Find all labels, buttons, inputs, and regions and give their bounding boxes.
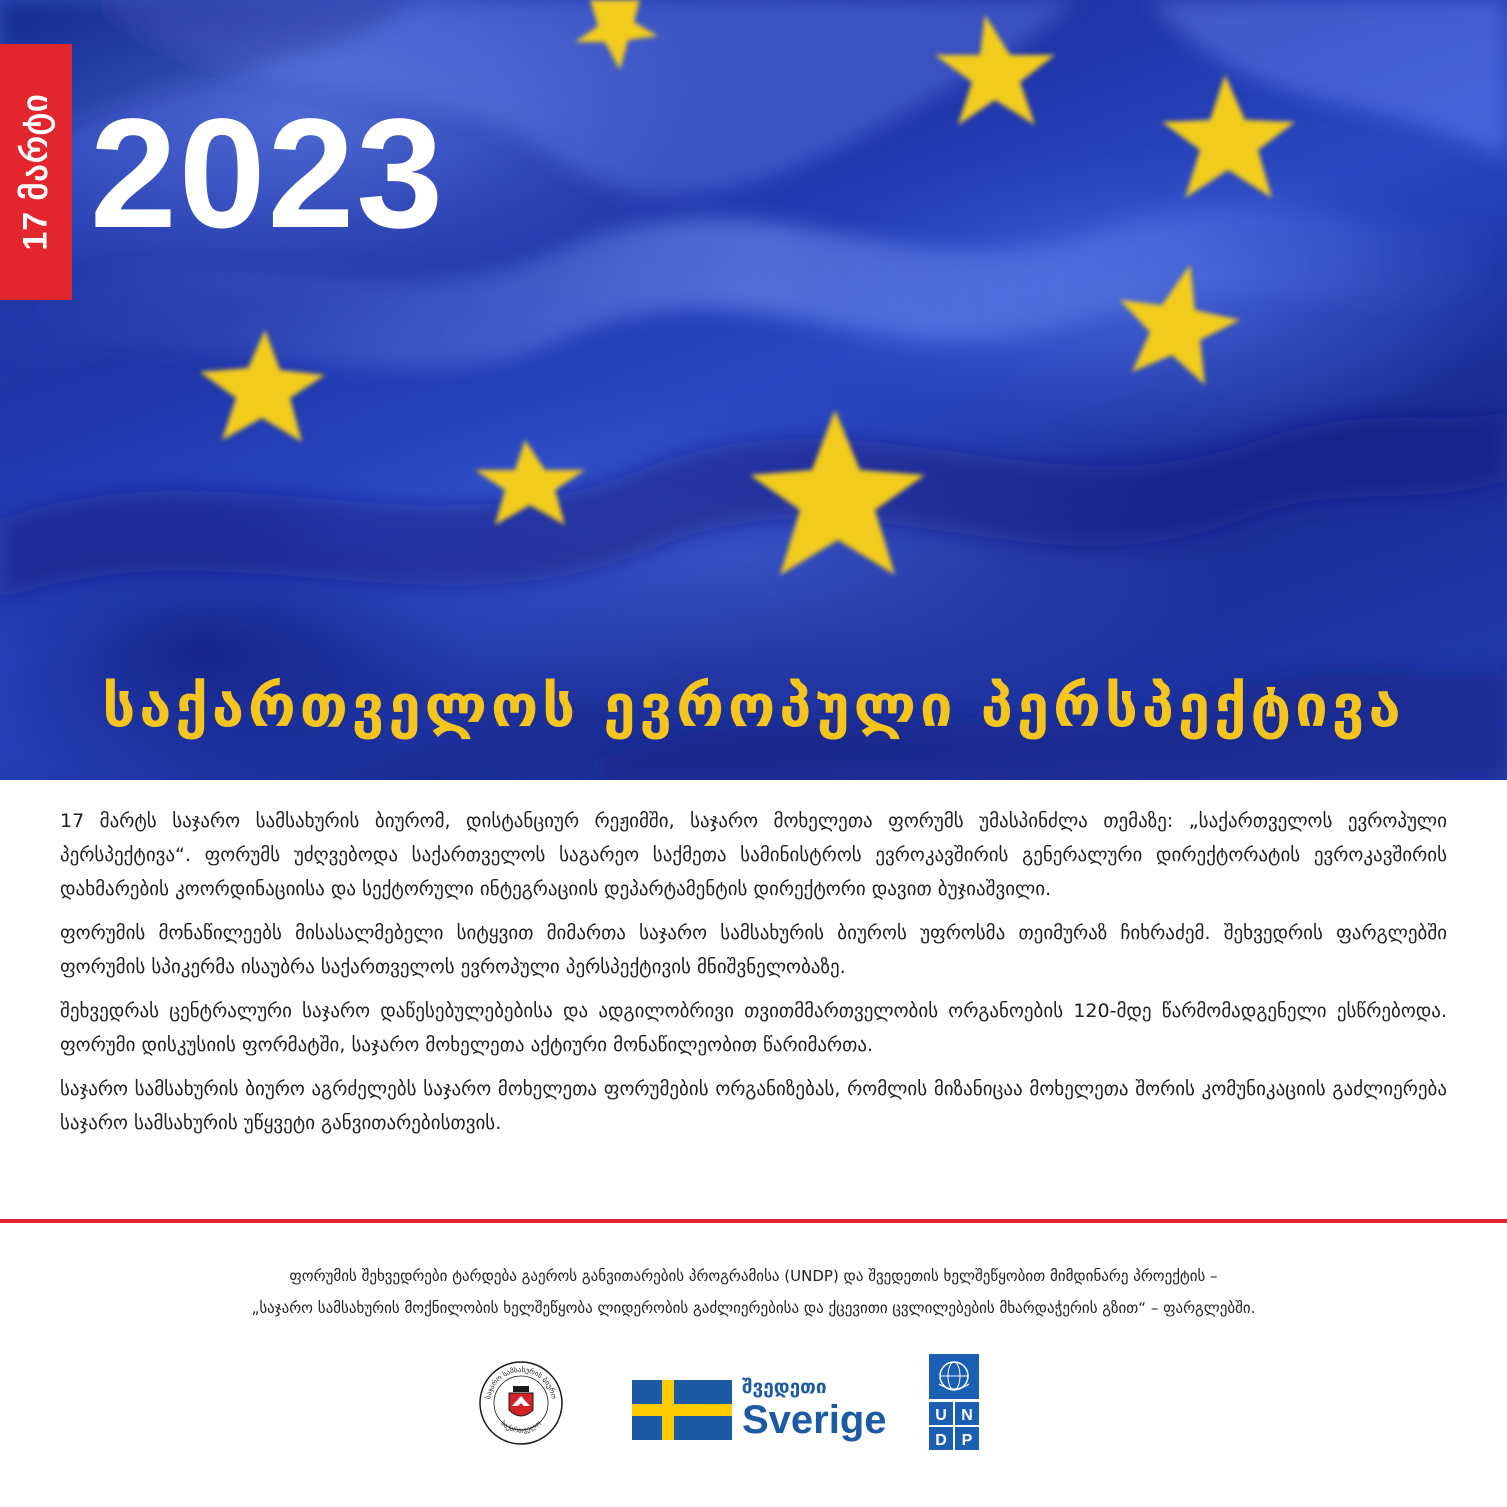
sweden-flag-icon xyxy=(632,1380,732,1440)
page-title: საქართველოს ევროპული პერსპექტივა xyxy=(102,672,1405,740)
paragraph: 17 მარტს საჯარო სამსახურის ბიურომ, დისტანციურ რეჟიმში, საჯარო მოხელეთა ფორუმს უმასპინძლა თემაზე: „საქართველოს ევროპული პერსპექტივა“. ფორუმს უძღვებოდა საქართველოს საგარეო საქმეთა სამინისტროს ევროკავშირის გენერალური დირექტორატის ევროკავშირის დახმარების კოორდინაციისა და სექტორული ინტეგრაციის დეპარტამენტის დირექტორი დავით ბუჯიაშვილი. xyxy=(60,810,1447,900)
svg-text:D: D xyxy=(935,1432,947,1449)
undp-logo xyxy=(929,1354,979,1450)
civil-service-bureau-logo xyxy=(478,1360,564,1446)
article-body xyxy=(60,804,1447,1150)
svg-text:N: N xyxy=(961,1407,973,1424)
footnote xyxy=(60,1260,1447,1324)
svg-text:P: P xyxy=(961,1432,973,1449)
sweden-logo-text xyxy=(742,1376,887,1442)
footnote-line: ფორუმის შეხვედრები ტარდება გაეროს განვითარების პროგრამისა (UNDP) და შვედეთის ხელშეწყობით მიმდინარე პროექტის – xyxy=(289,1267,1218,1285)
date-tab xyxy=(0,44,72,300)
sweden-georgian-label: შვედეთი xyxy=(742,1376,827,1398)
paragraph: შეხვედრას ცენტრალური საჯარო დაწესებულებებისა და ადგილობრივი თვითმმართველობის ორგანოების 120-მდე წარმომადგენელი ესწრებოდა. ფორუმი დისკუსიის ფორმატში, საჯარო მოხელეთა აქტიური მონაწილეობით წარიმართა. xyxy=(60,1000,1447,1056)
paragraph: საჯარო სამსახურის ბიურო აგრძელებს საჯარო მოხელეთა ფორუმების ორგანიზებას, რომლის მიზანიცაა მოხელეთა შორის კომუნიკაციის გაძლიერება საჯარო სამსახურის უწყვეტი განვითარებისთვის. xyxy=(60,1078,1447,1134)
footnote-line: „საჯარო სამსახურის მოქნილობის ხელშეწყობა ლიდერობის გაძლიერებისა და ქცევითი ცვლილებების მხარდაჭერის გზით“ – ფარგლებში. xyxy=(251,1299,1256,1317)
sweden-label: Sverige xyxy=(742,1398,887,1442)
svg-text:საჯარო სამსახურის ბიურო: საჯარო სამსახურის ბიურო xyxy=(484,1365,558,1400)
year-heading: 2023 xyxy=(90,87,446,261)
red-divider xyxy=(0,1219,1507,1223)
svg-text:U: U xyxy=(935,1407,947,1424)
paragraph: ფორუმის მონაწილეებს მისასალმებელი სიტყვით მიმართა საჯარო სამსახურის ბიუროს უფროსმა თეიმურაზ ჩიხრაძემ. შეხვედრის ფარგლებში ფორუმის სპიკერმა ისაუბრა საქართველოს ევროპული პერსპექტივის მნიშვნელობაზე. xyxy=(60,922,1447,978)
svg-text:საქართველო: საქართველო xyxy=(499,1419,543,1435)
date-label: 17 მარტი xyxy=(17,93,56,251)
